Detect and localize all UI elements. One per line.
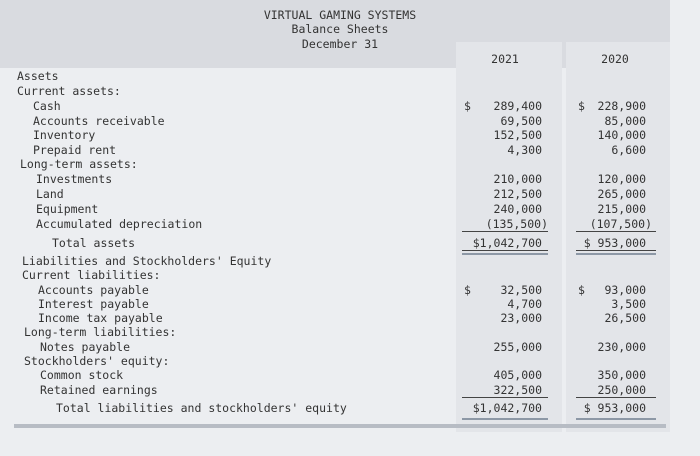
row-label: Retained earnings [40, 383, 158, 397]
row-label: Common stock [40, 368, 124, 382]
value-2020: 215,000 [597, 202, 646, 216]
row-label: Current assets: [17, 84, 121, 98]
currency-symbol: $ [578, 99, 585, 113]
row-label: Inventory [33, 128, 96, 142]
value-2021: 32,500 [500, 283, 542, 297]
value-2020: 140,000 [597, 128, 646, 142]
value-2021: 405,000 [493, 368, 542, 382]
value-2021: 4,300 [507, 143, 542, 157]
value-2020: 350,000 [597, 368, 646, 382]
subtotal-underline [576, 231, 656, 232]
row-label: Prepaid rent [33, 143, 117, 157]
year-header-2021: 2021 [491, 52, 519, 66]
row-label: Notes payable [40, 340, 131, 354]
value-2021: 69,500 [500, 114, 542, 128]
value-2020: 85,000 [604, 114, 646, 128]
value-2021: 240,000 [493, 202, 542, 216]
value-2020: 228,900 [597, 99, 646, 113]
total-liabilities-equity-2021: $1,042,700 [472, 401, 542, 415]
value-2020: (107,500) [589, 217, 652, 231]
company-name: VIRTUAL GAMING SYSTEMS [263, 8, 417, 22]
row-label: Stockholders' equity: [24, 354, 170, 368]
separator-bar [576, 418, 656, 420]
value-2021: (135,500) [485, 217, 548, 231]
value-2020: 250,000 [597, 383, 646, 397]
row-label: Assets [17, 69, 59, 83]
row-label: Land [36, 187, 64, 201]
row-label: Interest payable [38, 297, 149, 311]
row-label: Income tax payable [38, 311, 163, 325]
total-liabilities-equity-2020: $ 953,000 [583, 401, 646, 415]
value-2020: 230,000 [597, 340, 646, 354]
value-2020: 93,000 [604, 283, 646, 297]
row-label: Cash [33, 99, 61, 113]
total-underline [462, 250, 548, 251]
row-label: Total assets [52, 236, 136, 250]
separator-bar [576, 253, 656, 255]
value-2021: 4,700 [507, 297, 542, 311]
value-2020: 6,600 [611, 143, 646, 157]
value-2021: 210,000 [493, 172, 542, 186]
statement-title: Balance Sheets [291, 22, 389, 36]
value-2021: 322,500 [493, 383, 542, 397]
row-label: Investments [36, 172, 113, 186]
row-label: Accounts receivable [33, 114, 165, 128]
row-label: Liabilities and Stockholders' Equity [22, 254, 272, 268]
total-assets-2021: $1,042,700 [472, 236, 542, 250]
subtotal-underline [462, 231, 548, 232]
subtotal-underline [576, 397, 656, 398]
value-2021: 255,000 [493, 340, 542, 354]
separator-bar [462, 253, 548, 255]
total-underline [576, 250, 656, 251]
value-2020: 26,500 [604, 311, 646, 325]
value-2020: 120,000 [597, 172, 646, 186]
currency-symbol: $ [464, 283, 471, 297]
total-assets-2020: $ 953,000 [583, 236, 646, 250]
row-label: Total liabilities and stockholders' equity [56, 401, 347, 415]
row-label: Long-term assets: [20, 157, 138, 171]
value-2021: 289,400 [493, 99, 542, 113]
currency-symbol: $ [578, 283, 585, 297]
value-2021: 212,500 [493, 187, 542, 201]
value-2021: 23,000 [500, 311, 542, 325]
row-label: Equipment [36, 202, 99, 216]
value-2020: 265,000 [597, 187, 646, 201]
currency-symbol: $ [464, 99, 471, 113]
subtotal-underline [462, 397, 548, 398]
bottom-rule [14, 424, 666, 428]
separator-bar [462, 418, 548, 420]
row-label: Long-term liabilities: [24, 325, 177, 339]
row-label: Accumulated depreciation [36, 217, 203, 231]
row-label: Accounts payable [38, 283, 149, 297]
statement-date: December 31 [301, 37, 379, 51]
value-2020: 3,500 [611, 297, 646, 311]
year-header-2020: 2020 [601, 52, 629, 66]
value-2021: 152,500 [493, 128, 542, 142]
row-label: Current liabilities: [22, 268, 161, 282]
